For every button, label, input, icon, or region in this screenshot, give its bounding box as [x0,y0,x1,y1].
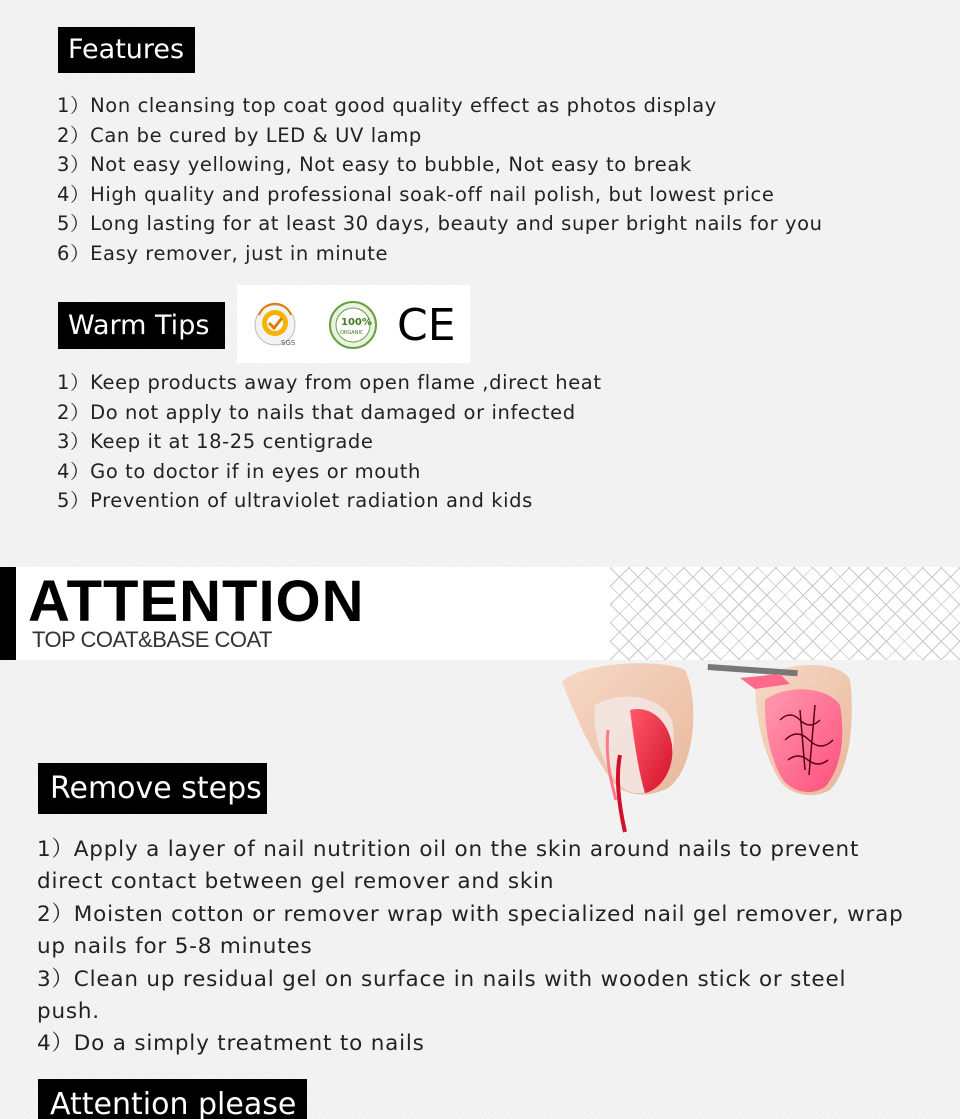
features-heading: Features [58,27,195,73]
banner-accent-bar [0,567,16,660]
svg-text:100%: 100% [341,317,372,328]
svg-text:CE: CE [397,300,456,351]
list-item: 3）Clean up residual gel on surface in nails with wooden stick or steel push. [37,966,847,1025]
banner-mesh-pattern [610,567,960,660]
attention-banner [0,567,960,660]
ce-mark-icon [397,300,456,351]
certification-logos-graphic [237,285,470,363]
warm-tips-heading: Warm Tips [58,302,225,349]
warm-tips-list [57,368,602,516]
nail-polish-illustration [550,660,960,835]
list-item: 5）Prevention of ultraviolet radiation and kids [57,489,533,513]
svg-text:ORGANIC: ORGANIC [340,330,364,336]
list-item: 1）Keep products away from open flame ,direct heat [57,371,602,394]
sgs-badge-icon [255,304,296,347]
remove-steps-list [37,834,907,1061]
organic-badge-icon [330,302,376,348]
list-item: 3）Not easy yellowing, Not easy to bubble, Not easy to break [57,153,692,177]
list-item: 3）Keep it at 18-25 centigrade [57,430,374,454]
list-item: 4）Go to doctor if in eyes or mouth [57,459,421,483]
list-item: 2）Moisten cotton or remover wrap with specialized nail gel remover, wrap up nails for 5-8 minutes [37,901,904,960]
list-item: 5）Long lasting for at least 30 days, beauty and super bright nails for you [57,212,823,236]
svg-text:SGS: SGS [281,339,296,347]
list-item: 1）Apply a layer of nail nutrition oil on the skin around nails to prevent direct contact between gel remover and skin [37,837,860,895]
list-item: 4）Do a simply treatment to nails [37,1031,425,1057]
list-item: 2）Can be cured by LED & UV lamp [57,123,422,147]
attention-please-heading: Attention please [38,1079,307,1119]
certification-logos [237,285,470,363]
features-list [57,91,823,269]
list-item: 4）High quality and professional soak-off nail polish, but lowest price [57,182,775,206]
remove-steps-heading: Remove steps [38,763,267,814]
list-item: 6）Easy remover, just in minute [57,241,389,265]
list-item: 1）Non cleansing top coat good quality effect as photos display [57,94,717,117]
banner-subtitle: TOP COAT&BASE COAT [32,627,272,652]
list-item: 2）Do not apply to nails that damaged or infected [57,400,576,424]
banner-title: ATTENTION [28,569,365,634]
